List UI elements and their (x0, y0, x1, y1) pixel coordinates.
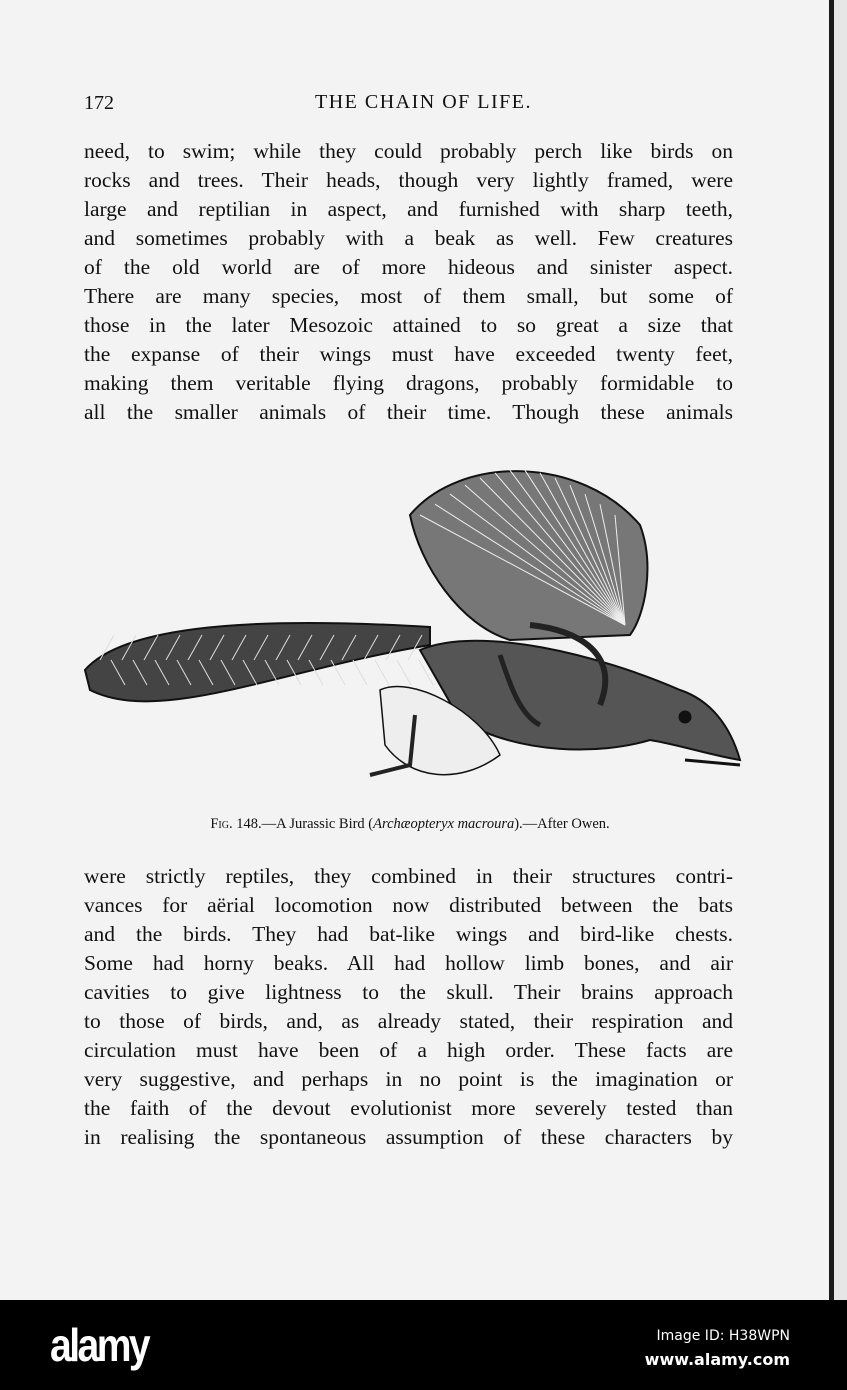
text-line: circulation must have been of a high order. These facts are (84, 1038, 733, 1062)
figure-caption (0, 816, 820, 833)
text-line: need, to swim; while they could probably perch like birds on (84, 139, 733, 163)
watermark-url: www.alamy.com (644, 1350, 790, 1369)
text-line: were strictly reptiles, they combined in their structures contri- (84, 864, 733, 888)
running-title: THE CHAIN OF LIFE. (315, 91, 532, 113)
text-line: of the old world are of more hideous and sinister aspect. (84, 255, 733, 279)
text-line: in realising the spontaneous assumption of these characters by (84, 1125, 733, 1149)
caption-fig-label: Fig. (210, 816, 233, 832)
text-line: and sometimes probably with a beak as well. Few creatures (84, 226, 733, 250)
page-margin (834, 0, 847, 1300)
caption-text: 148.—A Jurassic Bird ( (236, 816, 374, 832)
text-line: and the birds. They had bat-like wings and bird-like chests. (84, 922, 733, 946)
text-line: to those of birds, and, as already stated, their respiration and (84, 1009, 733, 1033)
text-line: the faith of the devout evolutionist more severely tested than (84, 1096, 733, 1120)
caption-species: Archæopteryx macroura (373, 816, 515, 832)
image-id: Image ID: H38WPN (656, 1328, 790, 1344)
archaeopteryx-illustration (80, 455, 745, 800)
text-line: cavities to give lightness to the skull. Their brains approach (84, 980, 733, 1004)
text-line: Some had horny beaks. All had hollow limb bones, and air (84, 951, 733, 975)
text-line: very suggestive, and perhaps in no point is the imagination or (84, 1067, 733, 1091)
page-number: 172 (84, 92, 114, 114)
text-line: vances for aërial locomotion now distributed between the bats (84, 893, 733, 917)
caption-credit: ).—After Owen. (514, 816, 610, 832)
text-line: the expanse of their wings must have exceeded twenty feet, (84, 342, 733, 366)
text-line: There are many species, most of them small, but some of (84, 284, 733, 308)
text-line: all the smaller animals of their time. Though these animals (84, 400, 733, 424)
text-line: making them veritable flying dragons, probably formidable to (84, 371, 733, 395)
paragraph-top (84, 137, 733, 427)
paragraph-bottom (84, 862, 733, 1152)
text-line: rocks and trees. Their heads, though very lightly framed, were (84, 168, 733, 192)
text-line: large and reptilian in aspect, and furnished with sharp teeth, (84, 197, 733, 221)
text-line: those in the later Mesozoic attained to so great a size that (84, 313, 733, 337)
alamy-logo: alamy (50, 1319, 149, 1371)
